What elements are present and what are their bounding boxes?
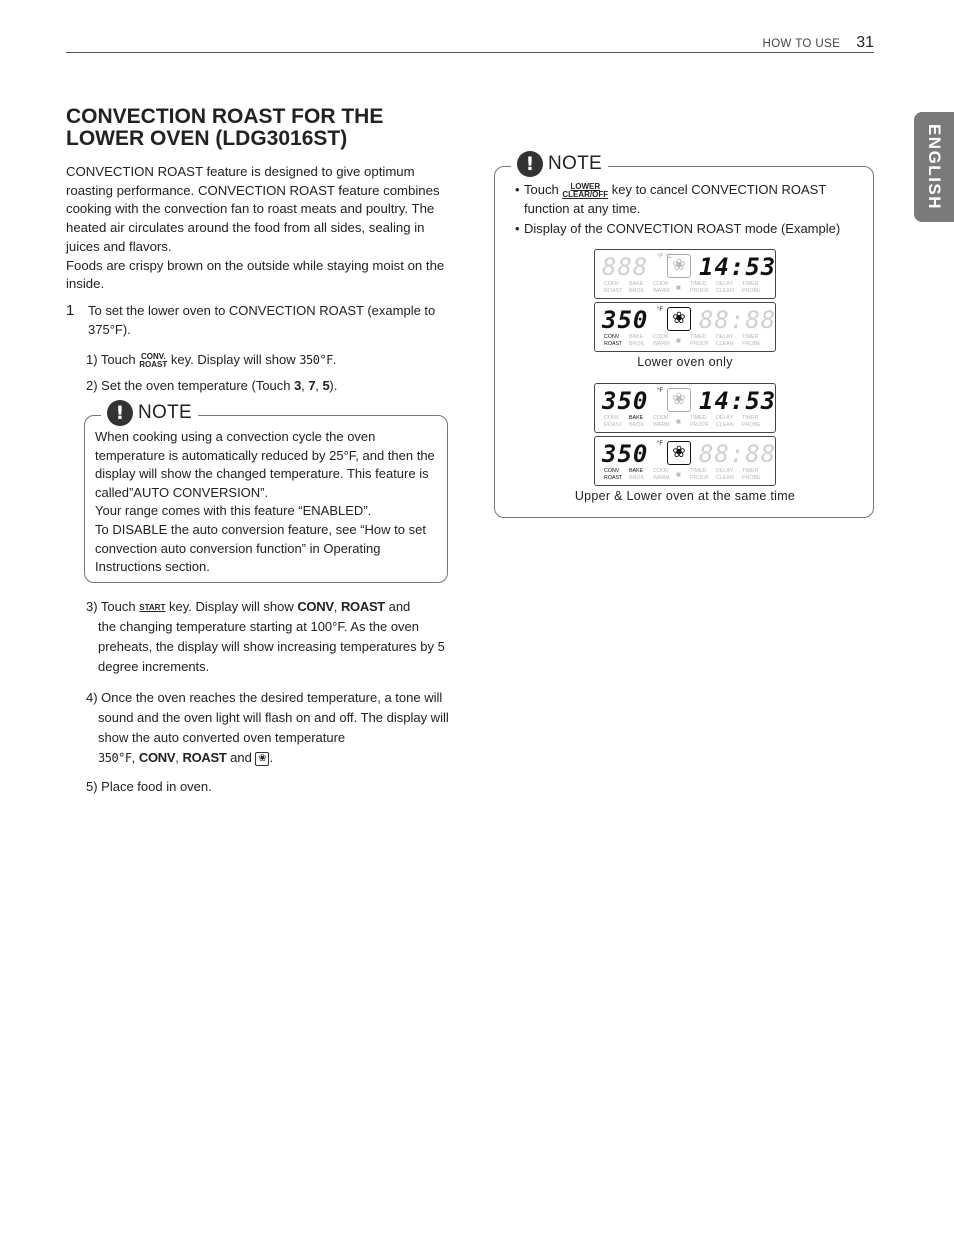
exclamation-icon: ! — [107, 400, 133, 426]
note-header — [101, 400, 198, 426]
start-key: START — [139, 602, 166, 612]
clock-digits: 88:88 — [699, 306, 777, 334]
temp-digits: 350 — [602, 440, 649, 468]
page-title: CONVECTION ROAST FOR THE LOWER OVEN (LDG3016ST) — [66, 105, 384, 150]
page-number: 31 — [856, 34, 874, 51]
temp-unit: °F — [657, 307, 664, 313]
fan-icon: ❀ — [667, 307, 691, 331]
step-1 — [66, 302, 451, 339]
fan-icon: ❀ — [667, 441, 691, 465]
roast-indicator: ROAST — [182, 750, 227, 765]
intro-paragraph: Foods are crispy brown on the outside while staying moist on the inside. — [66, 257, 445, 292]
oven-display: 350 °F ❀ 88:88 CONV ROAST BAKE BROIL COOK WARM TIMED PROOF DELAY CLEAN TIMER PROBE ■ — [594, 302, 776, 352]
substep-3: 3) Touch START key. Display will show CONV, ROAST and the changing temperature starting at 100°F. As the oven preheats, the display will show increasing temperatures by 5 degree increments. — [86, 599, 445, 674]
fan-icon: ❀ — [667, 388, 691, 412]
temp-unit: °F °C — [657, 254, 672, 260]
language-label: ENGLISH — [925, 123, 944, 211]
note-bullet: • Touch LOWER CLEAR/OFF key to cancel CONVECTION ROAST function at any time. — [515, 181, 827, 216]
step-text: To set the lower oven to CONVECTION ROAST (example to 375°F). — [88, 303, 436, 337]
header-rule — [66, 52, 874, 53]
key-5: 5 — [322, 378, 330, 393]
clock-digits: 14:53 — [699, 387, 777, 415]
conv-roast-key: CONV. ROAST — [139, 351, 168, 369]
clock-digits: 88:88 — [699, 440, 777, 468]
language-tab — [914, 112, 954, 222]
fan-icon: ❀ — [255, 752, 269, 766]
display-caption: Lower oven only — [637, 355, 733, 369]
note-bullet: • Display of the CONVECTION ROAST mode (Example) — [515, 221, 841, 236]
exclamation-icon: ! — [517, 151, 543, 177]
lock-icon: ■ — [676, 417, 681, 426]
display-caption: Upper & Lower oven at the same time — [574, 489, 796, 503]
conv-indicator: CONV — [297, 599, 334, 614]
lower-clear-off-key: LOWER CLEAR/OFF — [562, 181, 609, 199]
note-title: NOTE — [138, 402, 192, 423]
intro-text — [66, 163, 451, 294]
key-7: 7 — [308, 378, 316, 393]
substep-2: 2) Set the oven temperature (Touch 3, 7, 5). — [86, 378, 338, 393]
temp-unit: °F — [657, 388, 664, 394]
conv-indicator: CONV — [138, 750, 176, 765]
clock-digits: 14:53 — [699, 253, 777, 281]
key-3: 3 — [294, 378, 302, 393]
note-title: NOTE — [548, 153, 602, 174]
substep-4: 4) Once the oven reaches the desired temperature, a tone will sound and the oven light will flash on and off. The display will show the auto converted oven temperature 350°F, CONV, ROAST and ❀ . — [86, 690, 449, 765]
fan-icon: ❀ — [667, 254, 691, 278]
note-box-2 — [494, 153, 874, 518]
display-value: 350°F — [98, 751, 132, 765]
note-header — [511, 151, 608, 177]
oven-display: 350 °F ❀ 14:53 CONV ROAST BAKE BROIL COOK WARM TIMED PROOF DELAY CLEAN TIMER PROBE ■ — [594, 383, 776, 433]
lock-icon: ■ — [676, 336, 681, 345]
display-value: 350°F — [299, 353, 333, 367]
note-box-1 — [84, 402, 448, 583]
oven-display: 350 °F ❀ 88:88 CONV ROAST BAKE BROIL COOK WARM TIMED PROOF DELAY CLEAN TIMER PROBE ■ — [594, 436, 776, 486]
step-number: 1 — [66, 302, 75, 319]
temp-digits: 888 — [602, 253, 649, 281]
temp-digits: 350 — [602, 387, 649, 415]
roast-indicator: ROAST — [340, 599, 385, 614]
lock-icon: ■ — [676, 470, 681, 479]
intro-paragraph: CONVECTION ROAST feature is designed to give optimum roasting performance. CONVECTION ROAST feature combines cooking with the convection fan to roast meats and poultry. The heated air circulates around the food from all sides, sealing in juices and flavors. — [66, 164, 440, 254]
oven-display: 888 °F °C ❀ 14:53 CONV ROAST BAKE BROIL COOK WARM TIMED PROOF DELAY CLEAN TIMER PROBE ■ — [594, 249, 776, 299]
substep-5: 5) Place food in oven. — [86, 779, 212, 794]
lock-icon: ■ — [676, 283, 681, 292]
substep-1: 1) Touch CONV. ROAST key. Display will show 350°F. — [86, 351, 337, 369]
page-header — [763, 34, 875, 52]
section-name: HOW TO USE — [762, 38, 841, 50]
temp-unit: °F — [657, 441, 664, 447]
note-body: When cooking using a convection cycle the oven temperature is automatically reduced by 25°F, and then the display will show the changed temperature. This feature is called”AUTO CONVERSION”. Your range comes with this feature “ENABLED”. To DISABLE the auto conversion feature, see “How to set convection auto conversion function” in Operating Instructions section. — [95, 429, 435, 575]
temp-digits: 350 — [602, 306, 649, 334]
